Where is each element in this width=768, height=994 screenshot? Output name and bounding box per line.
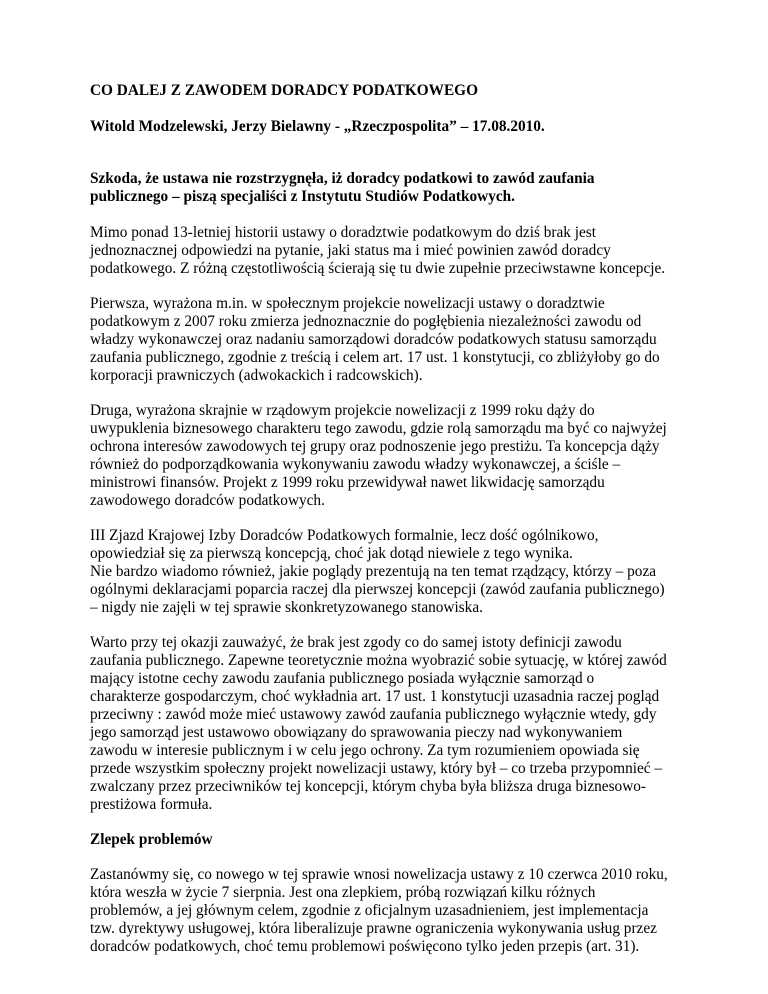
text-line: problemów, a jej głównym celem, zgodnie z oficjalnym uzasadnieniem, jest implementacja: [90, 902, 649, 919]
text-line: zwalczany przez przeciwników tej koncepcji, którym chyba była bliższa druga biznesowo-: [90, 778, 646, 795]
text-line: jednoznacznej odpowiedzi na pytanie, jaki status ma i mieć powinien zawód doradcy: [90, 242, 611, 259]
text-line: przeciwny : zawód może mieć ustawowy zawód zaufania publicznego wyłącznie wtedy, gdy: [90, 706, 657, 723]
text-line: ochrona interesów zawodowych tej grupy oraz podnoszenie jego prestiżu. Ta koncepcja dąży: [90, 438, 660, 455]
text-line: również do podporządkowania wykonywaniu zawodu władzy wykonawczej, a ściśle –: [90, 456, 621, 473]
text-line: prestiżowa formuła.: [90, 796, 213, 813]
document-page: [90, 82, 690, 973]
text-line: ministrowi finansów. Projekt z 1999 roku przewidywał nawet likwidację samorządu: [90, 474, 605, 491]
paragraph-3: [90, 402, 690, 510]
text-line: Pierwsza, wyrażona m.in. w społecznym projekcie nowelizacji ustawy o doradztwie: [90, 295, 605, 312]
text-line: która weszła w życie 7 sierpnia. Jest ona zlepkiem, próbą rozwiązań kilku różnych: [90, 884, 596, 901]
text-line: charakterze gospodarczym, choć wykładnia art. 17 ust. 1 konstytucji uzasadnia raczej pogląd: [90, 688, 660, 705]
text-line: tzw. dyrektywy usługowej, która liberalizuje prawne ograniczenia wykonywania usług przez: [90, 920, 657, 937]
text-line: ogólnymi deklaracjami poparcia raczej dla pierwszej koncepcji (zawód zaufania publicznego): [90, 581, 665, 598]
lead-line: publicznego – piszą specjaliści z Instytutu Studiów Podatkowych.: [90, 188, 515, 205]
text-line: zawodowego doradców podatkowych.: [90, 492, 325, 509]
text-line: uwypuklenia biznesowego charakteru tego zawodu, gdzie rolą samorządu ma być co najwyżej: [90, 420, 667, 437]
text-line: III Zjazd Krajowej Izby Doradców Podatkowych formalnie, lecz dość ogólnikowo,: [90, 527, 599, 544]
text-line: Mimo ponad 13-letniej historii ustawy o doradztwie podatkowym do dziś brak jest: [90, 224, 596, 241]
text-line: Warto przy tej okazji zauważyć, że brak jest zgody co do samej istoty definicji zawodu: [90, 634, 622, 651]
paragraph-6: [90, 634, 690, 814]
paragraph-2: [90, 295, 690, 385]
text-line: korporacji prawniczych (adwokackich i radcowskich).: [90, 367, 423, 384]
text-line: Druga, wyrażona skrajnie w rządowym projekcie nowelizacji z 1999 roku dąży do: [90, 402, 595, 419]
text-line: – nigdy nie zajęli w tej sprawie skonkretyzowanego stanowiska.: [90, 599, 483, 616]
text-line: władzy wykonawczej oraz nadaniu samorządowi doradców podatkowych statusu samorządu: [90, 331, 657, 348]
lead-paragraph: [90, 170, 690, 206]
text-line: zaufania publicznego. Zapewne teoretycznie można wyobrazić sobie sytuację, w której zawód: [90, 652, 667, 669]
text-line: opowiedział się za pierwszą koncepcją, choć jak dotąd niewiele z tego wynika.: [90, 545, 573, 562]
paragraph-5: [90, 563, 690, 617]
paragraph-1: [90, 224, 690, 278]
document-authors: Witold Modzelewski, Jerzy Bielawny - „Rzeczpospolita” – 17.08.2010.: [90, 118, 545, 135]
text-line: podatkowego. Z różną częstotliwością ścierają się tu dwie zupełnie przeciwstawne koncepcje.: [90, 260, 666, 277]
closing-paragraph: [90, 866, 690, 956]
text-line: zaufania publicznego, zgodnie z treścią i celem art. 17 ust. 1 konstytucji, co zbliżyłoby go do: [90, 349, 660, 366]
text-line: zawodu w interesie publicznym i w celu jego ochrony. Za tym rozumieniem opowiada się: [90, 742, 640, 759]
text-line: Zastanówmy się, co nowego w tej sprawie wnosi nowelizacja ustawy z 10 czerwca 2010 roku,: [90, 866, 668, 883]
section-heading: Zlepek problemów: [90, 831, 213, 848]
text-line: Nie bardzo wiadomo również, jakie poglądy prezentują na ten temat rządzący, którzy – poza: [90, 563, 657, 580]
text-line: doradców podatkowych, choć temu problemowi poświęcono tylko jeden przepis (art. 31).: [90, 938, 640, 955]
lead-line: Szkoda, że ustawa nie rozstrzygnęła, iż doradcy podatkowi to zawód zaufania: [90, 170, 595, 187]
paragraph-4: [90, 527, 690, 563]
text-line: mający istotne cechy zawodu zaufania publicznego posiada wyłącznie samorząd o: [90, 670, 595, 687]
text-line: jego samorząd jest ustawowo obowiązany do sprawowania pieczy nad wykonywaniem: [90, 724, 623, 741]
text-line: przede wszystkim społeczny projekt nowelizacji ustawy, który był – co trzeba przypomnieć –: [90, 760, 663, 777]
text-line: podatkowym z 2007 roku zmierza jednoznacznie do pogłębienia niezależności zawodu od: [90, 313, 642, 330]
document-title: CO DALEJ Z ZAWODEM DORADCY PODATKOWEGO: [90, 82, 478, 99]
